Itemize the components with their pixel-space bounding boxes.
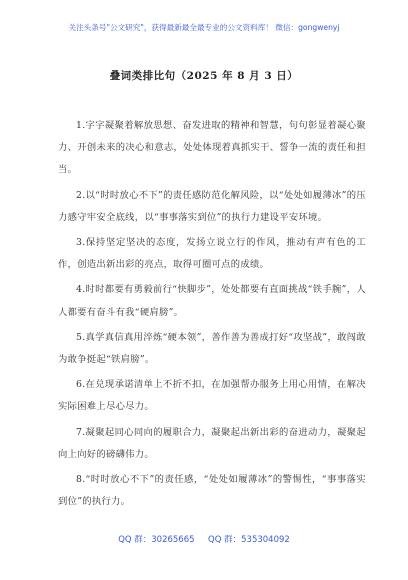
paragraph: 5.真学真信真用淬炼“硬本领”，善作善为善成打好“攻坚战”，敢闯敢为敢争挺起“铁肩膀”。 [58,331,366,366]
paragraph: 8.“时时放心不下”的责任感，“处处如履薄冰”的警惕性，“事事落实到位”的执行力。 [58,474,366,508]
paragraph: 2.以“时时放心不下”的责任感防范化解风险，以“处处如履薄冰”的压力感守牢安全底线，以“事事落实到位”的执行力建设平安环境。 [58,189,366,223]
paragraph: 7.凝聚起同心同向的履职合力，凝聚起出新出彩的奋进动力，凝聚起向上向好的磅礴伟力。 [58,426,366,460]
paragraph: 3.保持坚定坚决的态度，发扬立说立行的作风，推动有声有色的工作，创造出新出彩的亮点，取得可圈可点的成绩。 [58,237,366,271]
paragraph: 1.字字凝聚着解放思想、奋发进取的精神和智慧，句句彰显着凝心聚力、开创未来的决心和意志，处处体现着真抓实干、誓争一流的责任和担当。 [58,120,366,176]
page-footer-qq-groups: QQ 群：30265665 QQ 群：535304092 [118,535,290,545]
document-body [58,115,366,516]
document-title: 叠词类排比句（2025 年 8 月 3 日） [109,70,299,82]
page-header-banner: 关注头条号"公文研究"，获得最新最全最专业的公文资料库！ 微信：gongwenyj [68,23,340,32]
paragraph: 6.在兑现承诺清单上不折不扣，在加强帮办服务上用心用情，在解决实际困难上尽心尽力。 [58,379,366,413]
paragraph: 4.时时都要有勇毅前行“快脚步”，处处都要有直面挑战“铁手腕”，人人都要有奋斗有我“硬肩膀”。 [58,284,366,318]
